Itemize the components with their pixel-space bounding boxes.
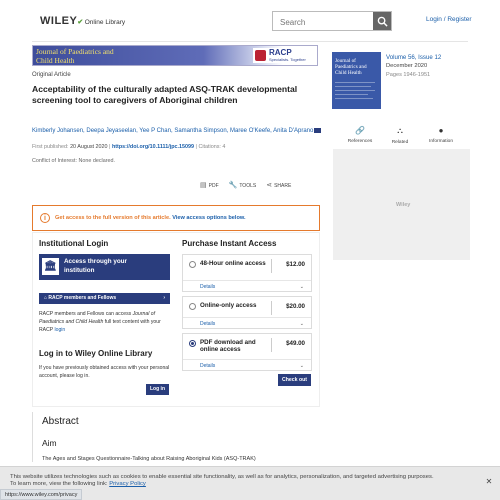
checkout-button[interactable]: Check out xyxy=(278,374,311,386)
cover-text-line xyxy=(335,94,368,95)
racp-text-1: RACP members and Fellows can access xyxy=(39,311,132,317)
cover-line2: Paediatrics and xyxy=(335,64,367,70)
cover-text-line xyxy=(335,98,373,99)
article-type: Original Article xyxy=(32,72,71,78)
journal-cover[interactable] xyxy=(332,52,381,109)
login-register-link[interactable]: Login / Register xyxy=(426,16,472,23)
article-title: Acceptability of the culturally adapted ASQ-TRAK developmental screening tool to caregivers of Aboriginal children xyxy=(32,84,298,105)
racp-button-text: RACP members and Fellows xyxy=(48,295,117,301)
option-name: Online-only access xyxy=(200,302,257,309)
abstract-text: The Ages and Stages Questionnaire-Talking about Raising Aboriginal Kids (ASQ-TRAK) xyxy=(42,456,256,462)
email-icon[interactable] xyxy=(314,128,321,133)
access-notice-message: Get access to the full version of this article. xyxy=(55,215,171,221)
option-price: $20.00 xyxy=(286,303,305,310)
search-button[interactable] xyxy=(373,12,391,30)
option-radio[interactable] xyxy=(189,303,196,310)
logo-brand: WILEY xyxy=(40,15,78,27)
separator: | xyxy=(195,144,199,150)
share-icon: ⋖ xyxy=(266,182,273,189)
separator: | xyxy=(109,144,112,150)
issue-volume-link[interactable]: Volume 56, Issue 12 xyxy=(386,54,442,61)
abstract-title: Abstract xyxy=(42,416,79,427)
details-label: Details xyxy=(200,321,216,327)
link-icon: 🔗 xyxy=(355,126,365,135)
published-date: 20 August 2020 xyxy=(70,144,108,150)
racp-text-2: full text content with your RACP xyxy=(39,319,161,333)
information-button[interactable] xyxy=(419,126,463,144)
doi-link[interactable]: https://doi.org/10.1111/jpc.15099 xyxy=(111,144,195,150)
racp-text-journal: Journal of Paediatrics and Child Health xyxy=(39,311,155,325)
access-notice xyxy=(32,205,320,231)
pdf-label: PDF xyxy=(208,183,219,189)
cover-text-line xyxy=(335,90,375,91)
option-divider xyxy=(271,259,272,273)
purchase-option-48h[interactable] xyxy=(182,254,312,292)
tools-button[interactable] xyxy=(229,181,257,189)
author-list xyxy=(32,128,324,134)
share-label: SHARE xyxy=(274,183,292,189)
access-notice-text xyxy=(55,215,246,221)
wiley-watermark: Wiley xyxy=(396,202,411,208)
published-label: First published: xyxy=(32,144,69,150)
search-box xyxy=(272,11,392,31)
option-radio[interactable] xyxy=(189,261,196,268)
cover-text-line xyxy=(335,86,371,87)
logo-check-icon: ✔ xyxy=(77,19,84,26)
journal-title-line2: Child Health xyxy=(36,55,75,65)
chevron-down-icon: ⌄ xyxy=(299,284,304,290)
article-toolbar xyxy=(200,181,291,189)
option-name: PDF download and online access xyxy=(200,339,256,353)
status-bar-url: https://www.wiley.com/privacy xyxy=(0,489,82,500)
racp-login-link[interactable]: login xyxy=(54,327,66,333)
racp-members-button[interactable] xyxy=(39,293,170,304)
cookie-text: This website utilizes technologies such as cookies to enable essential site functionality, as well as for analytics, personalization, and targeted advertising purposes. xyxy=(10,474,434,480)
racp-name: RACP xyxy=(269,48,292,57)
info-icon: ● xyxy=(438,126,444,135)
citations-count[interactable]: Citations: 4 xyxy=(198,144,226,150)
references-label: References xyxy=(347,139,373,144)
purchase-option-pdf[interactable] xyxy=(182,333,312,371)
cookie-link-intro: To learn more, view the following link: xyxy=(10,481,108,487)
purchase-title: Purchase Instant Access xyxy=(182,239,277,248)
information-label: Information xyxy=(429,139,453,144)
info-icon: i xyxy=(40,213,50,223)
pdf-icon: ▤ xyxy=(200,182,207,189)
conflict-of-interest: Conflict of Interest: None declared. xyxy=(32,158,115,164)
issue-date: December 2020 xyxy=(386,63,428,69)
related-label: Related xyxy=(391,140,409,145)
logo-suffix: Online Library xyxy=(84,19,126,26)
racp-tagline: Specialists. Together xyxy=(269,57,306,62)
access-options-link[interactable]: View access options below. xyxy=(172,215,246,221)
publication-info xyxy=(32,144,225,150)
details-label: Details xyxy=(200,284,216,290)
racp-button-label: ⌂ RACP members and Fellows xyxy=(44,295,117,301)
option-radio-selected[interactable] xyxy=(189,340,196,347)
racp-crest-icon xyxy=(255,50,266,61)
racp-logo xyxy=(253,48,315,63)
institution-button-label xyxy=(64,258,127,275)
chevron-down-icon: ⌄ xyxy=(299,363,304,369)
cover-title xyxy=(335,58,367,76)
option-details-toggle[interactable] xyxy=(183,359,311,370)
institution-button-line1: Access through your xyxy=(64,258,127,265)
share-button[interactable] xyxy=(266,181,291,189)
option-price: $12.00 xyxy=(286,261,305,268)
details-label: Details xyxy=(200,363,216,369)
wol-login-title: Log in to Wiley Online Library xyxy=(39,349,153,358)
issue-pages: Pages 1946-1951 xyxy=(386,72,431,78)
option-price: $49.00 xyxy=(286,340,305,347)
option-details-toggle[interactable] xyxy=(183,317,311,328)
tools-label: TOOLS xyxy=(239,183,257,189)
wol-login-text: If you have previously obtained access with your personal account, please log in. xyxy=(39,365,170,379)
institution-access-button[interactable] xyxy=(39,254,170,280)
racp-description xyxy=(39,310,171,334)
pdf-button[interactable] xyxy=(200,181,219,189)
institutional-login-title: Institutional Login xyxy=(39,239,109,248)
search-icon xyxy=(377,16,388,27)
journal-banner[interactable] xyxy=(32,45,318,66)
ad-placeholder xyxy=(333,149,470,260)
purchase-option-online[interactable] xyxy=(182,296,312,329)
cover-line3: Child Health xyxy=(335,70,362,76)
login-button[interactable]: Log in xyxy=(146,384,169,395)
header-divider xyxy=(32,41,468,42)
institution-button-line2: institution xyxy=(64,266,95,274)
option-details-toggle[interactable] xyxy=(183,280,311,291)
cover-text-line xyxy=(335,82,375,83)
institution-icon: 🏛 xyxy=(42,258,59,275)
network-icon: ⛬ xyxy=(397,126,403,135)
cover-line1: Journal of xyxy=(335,58,356,64)
chevron-down-icon: ⌄ xyxy=(299,321,304,327)
journal-title-line1: Journal of Paediatrics and xyxy=(36,47,114,56)
search-input[interactable] xyxy=(273,14,373,32)
option-divider xyxy=(271,301,272,315)
privacy-policy-link[interactable]: Privacy Policy xyxy=(109,481,146,487)
wiley-logo[interactable] xyxy=(40,15,125,27)
chevron-right-icon: › xyxy=(163,295,165,301)
close-icon[interactable]: ✕ xyxy=(485,477,493,486)
related-button[interactable] xyxy=(378,126,422,145)
option-divider xyxy=(271,338,272,352)
aim-heading: Aim xyxy=(42,438,57,448)
option-name: 48-Hour online access xyxy=(200,260,266,267)
journal-banner-title xyxy=(36,48,114,65)
cookie-text-line2 xyxy=(10,481,146,487)
authors-link[interactable]: Kimberly Johansen, Deepa Jeyaseelan, Yee P Chan, Samantha Simpson, Maree O'Keefe, Anita D'Aprano xyxy=(32,128,314,135)
references-button[interactable] xyxy=(338,126,382,144)
wrench-icon: 🔧 xyxy=(228,182,238,189)
